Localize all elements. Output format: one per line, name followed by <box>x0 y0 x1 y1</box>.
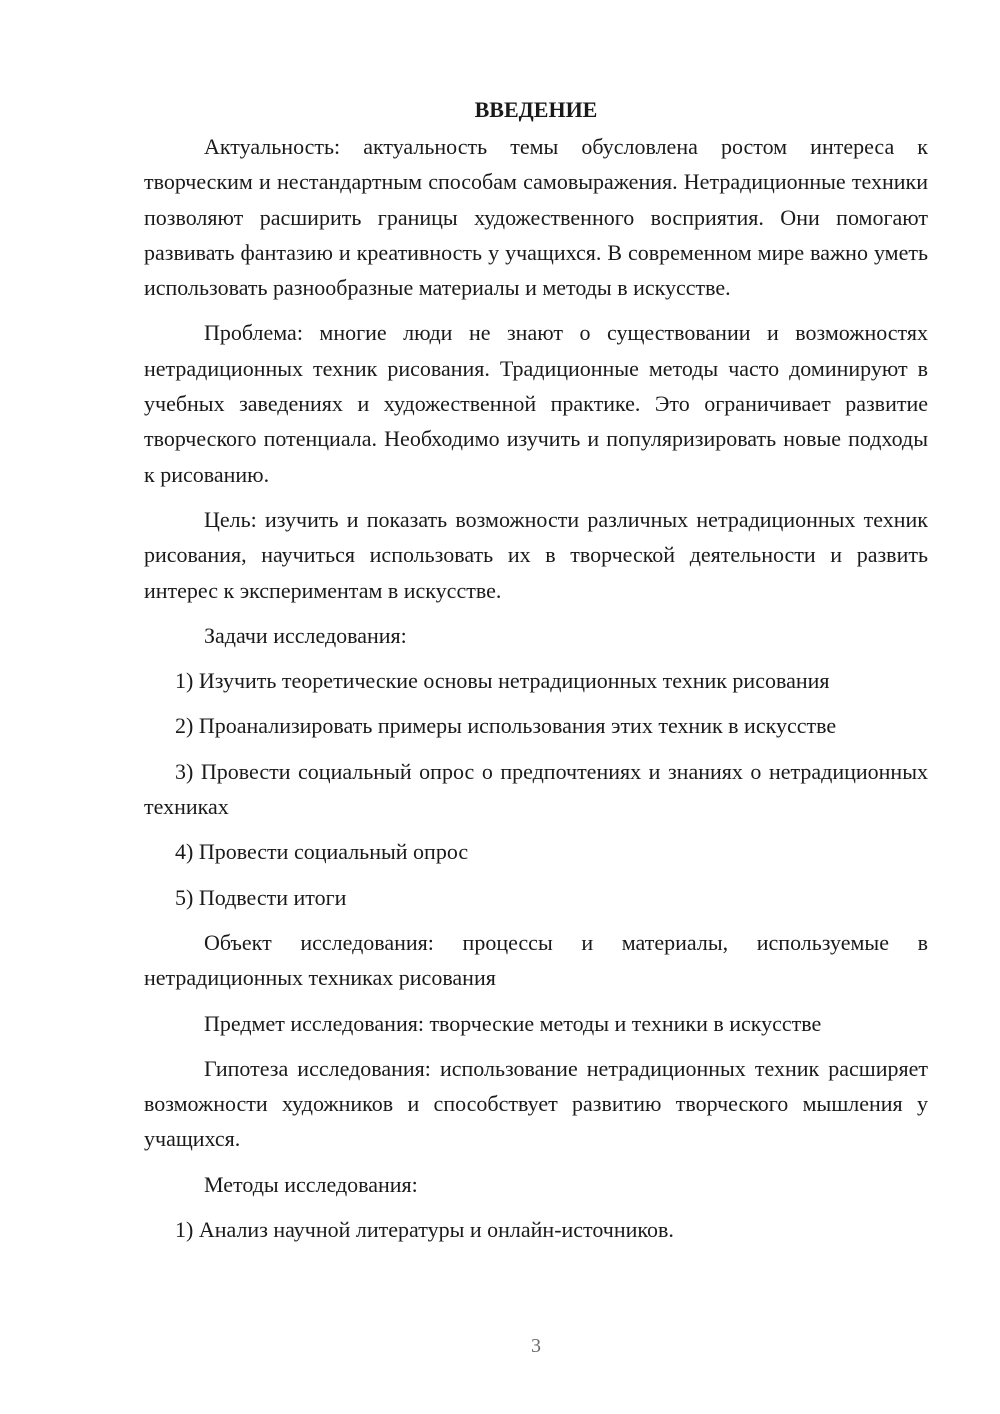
task-item-1: 1) Изучить теоретические основы нетрадиционных техник рисования <box>175 668 830 694</box>
object-paragraph: Объект исследования: процессы и материалы, используемые в нетрадиционных техниках рисования <box>144 929 928 991</box>
section-heading: ВВЕДЕНИЕ <box>474 97 598 122</box>
tasks-heading: Задачи исследования: <box>204 622 407 648</box>
relevance-paragraph: Актуальность: актуальность темы обусловлена ростом интереса к творческим и нестандартным способам самовыражения. Нетрадиционные техники позволяют расширить границы художественного восприятия. Они помогают развивать фантазию и креативность у учащихся. В современном мире важно уметь использовать разнообразные материалы и методы в искусстве. <box>144 134 928 301</box>
task-item-3: 3) Провести социальный опрос о предпочтениях и знаниях о нетрадиционных техниках <box>144 758 928 820</box>
task-item-5: 5) Подвести итоги <box>175 884 347 910</box>
page-content <box>144 92 928 1257</box>
methods-heading: Методы исследования: <box>204 1171 418 1197</box>
method-item-1: 1) Анализ научной литературы и онлайн-источников. <box>175 1217 674 1243</box>
hypothesis-paragraph: Гипотеза исследования: использование нетрадиционных техник расширяет возможности художников и способствует развитию творческого мышления у учащихся. <box>144 1055 928 1152</box>
task-item-4: 4) Провести социальный опрос <box>175 839 469 865</box>
subject-paragraph: Предмет исследования: творческие методы и техники в искусстве <box>204 1010 822 1036</box>
page-number: 3 <box>531 1335 541 1357</box>
goal-paragraph: Цель: изучить и показать возможности различных нетрадиционных техник рисования, научиться использовать их в творческой деятельности и развить интерес к экспериментам в искусстве. <box>144 506 928 603</box>
task-item-2: 2) Проанализировать примеры использования этих техник в искусстве <box>175 713 837 739</box>
problem-paragraph: Проблема: многие люди не знают о существовании и возможностях нетрадиционных техник рисования. Традиционные методы часто доминируют в учебных заведениях и художественной практике. Это ограничивает развитие творческого потенциала. Необходимо изучить и популяризировать новые подходы к рисованию. <box>144 320 928 487</box>
